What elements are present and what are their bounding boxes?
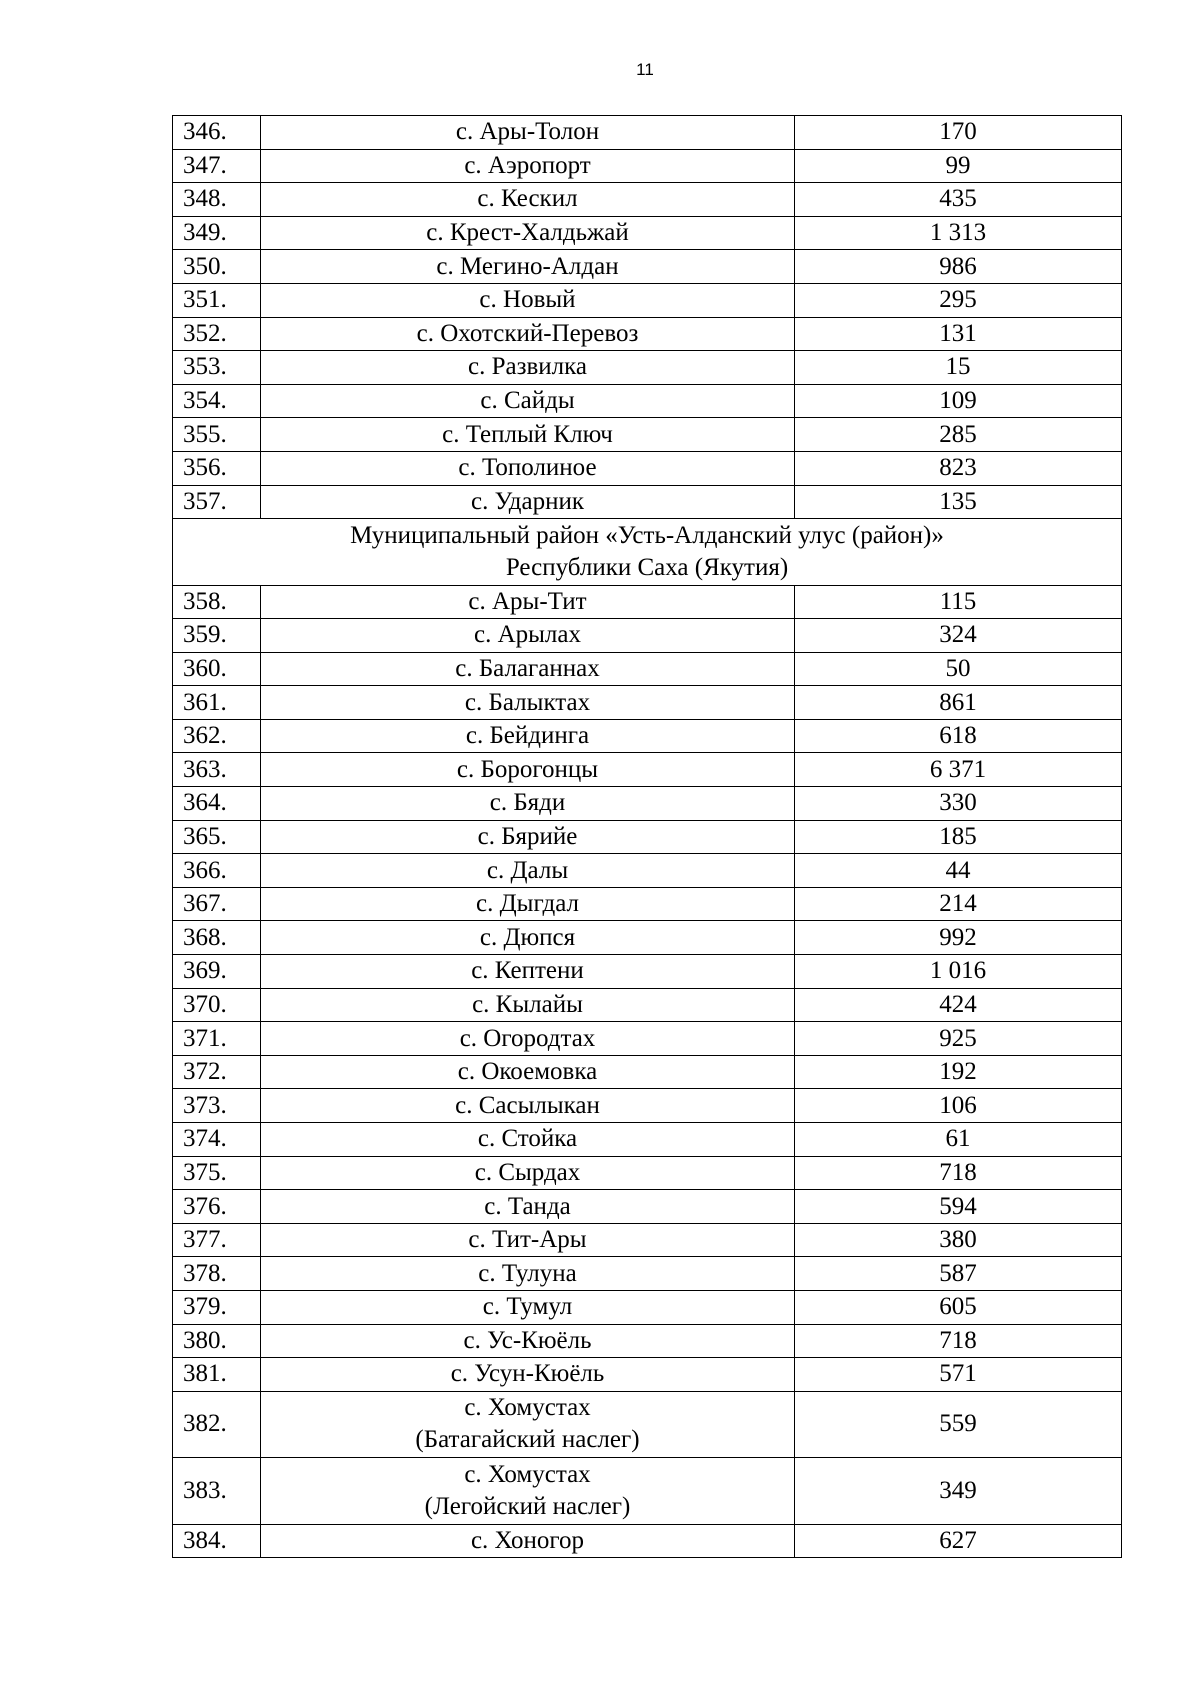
table-row — [173, 183, 1122, 217]
table-row — [173, 921, 1122, 955]
row-number: 378. — [173, 1257, 261, 1291]
settlement-name: с. Балыктах — [261, 686, 795, 720]
table-row — [173, 1156, 1122, 1190]
table-row — [173, 485, 1122, 519]
settlement-name: с. Крест-Халдьжай — [261, 216, 795, 250]
row-number: 351. — [173, 283, 261, 317]
settlement-name: с. Сырдах — [261, 1156, 795, 1190]
row-number: 381. — [173, 1358, 261, 1392]
table-row — [173, 216, 1122, 250]
table-row — [173, 1022, 1122, 1056]
settlement-name: с. Далы — [261, 854, 795, 888]
row-number: 373. — [173, 1089, 261, 1123]
settlement-name: с. Усун-Кюёль — [261, 1358, 795, 1392]
table-row — [173, 451, 1122, 485]
settlement-value: 986 — [795, 250, 1122, 284]
settlement-name: с. Тит-Ары — [261, 1223, 795, 1257]
settlement-name-line2: (Батагайский наслег) — [415, 1426, 640, 1454]
settlement-value: 380 — [795, 1223, 1122, 1257]
settlement-value: 435 — [795, 183, 1122, 217]
row-number: 369. — [173, 955, 261, 989]
row-number: 374. — [173, 1123, 261, 1157]
table-row — [173, 988, 1122, 1022]
settlement-name: с. Бярийе — [261, 820, 795, 854]
table-row — [173, 1089, 1122, 1123]
row-number: 367. — [173, 887, 261, 921]
row-number: 347. — [173, 149, 261, 183]
settlement-value: 131 — [795, 317, 1122, 351]
settlement-name: с. Мегино-Алдан — [261, 250, 795, 284]
row-number: 370. — [173, 988, 261, 1022]
settlement-name: с. Охотский-Перевоз — [261, 317, 795, 351]
table-row — [173, 1123, 1122, 1157]
settlement-name — [261, 1458, 795, 1524]
settlement-name: с. Аэропорт — [261, 149, 795, 183]
table-row — [173, 820, 1122, 854]
row-number: 383. — [173, 1458, 261, 1524]
table-row — [173, 652, 1122, 686]
settlement-name: с. Танда — [261, 1190, 795, 1224]
row-number: 354. — [173, 384, 261, 418]
row-number: 376. — [173, 1190, 261, 1224]
settlement-value: 115 — [795, 585, 1122, 619]
row-number: 382. — [173, 1391, 261, 1457]
table-row — [173, 1290, 1122, 1324]
settlement-value: 61 — [795, 1123, 1122, 1157]
settlement-value: 99 — [795, 149, 1122, 183]
settlement-value: 185 — [795, 820, 1122, 854]
table-row — [173, 384, 1122, 418]
row-number: 361. — [173, 686, 261, 720]
settlement-name: с. Теплый Ключ — [261, 418, 795, 452]
settlement-name: с. Дыгдал — [261, 887, 795, 921]
table-row — [173, 1358, 1122, 1392]
settlement-value: 192 — [795, 1055, 1122, 1089]
settlement-value: 823 — [795, 451, 1122, 485]
settlement-name: с. Тополиное — [261, 451, 795, 485]
settlement-value: 324 — [795, 619, 1122, 653]
settlement-name-line2: (Легойский наслег) — [424, 1492, 631, 1520]
settlement-value: 44 — [795, 854, 1122, 888]
settlement-name: с. Арылах — [261, 619, 795, 653]
section-header-group — [173, 519, 1122, 585]
settlement-name: с. Ударник — [261, 485, 795, 519]
settlement-value: 285 — [795, 418, 1122, 452]
row-number: 359. — [173, 619, 261, 653]
settlement-value: 587 — [795, 1257, 1122, 1291]
section-header-line2: Республики Саха (Якутия) — [505, 553, 789, 581]
settlement-name: с. Огородтах — [261, 1022, 795, 1056]
settlement-value: 1 016 — [795, 955, 1122, 989]
table-row — [173, 1524, 1122, 1558]
table-row — [173, 585, 1122, 619]
settlement-name: с. Бейдинга — [261, 719, 795, 753]
settlement-name-line1: с. Хомустах — [464, 1460, 591, 1488]
settlement-value: 109 — [795, 384, 1122, 418]
settlement-name: с. Окоемовка — [261, 1055, 795, 1089]
table-row — [173, 1458, 1122, 1524]
settlement-value: 618 — [795, 719, 1122, 753]
settlement-value: 925 — [795, 1022, 1122, 1056]
settlement-value: 349 — [795, 1458, 1122, 1524]
section-header-line1: Муниципальный район «Усть-Алданский улус (район)» — [350, 521, 944, 549]
row-number: 348. — [173, 183, 261, 217]
settlement-name: с. Сайды — [261, 384, 795, 418]
table-body-top — [173, 116, 1122, 519]
settlement-value: 106 — [795, 1089, 1122, 1123]
row-number: 357. — [173, 485, 261, 519]
settlements-table — [172, 115, 1122, 1558]
settlement-name: с. Сасылыкан — [261, 1089, 795, 1123]
settlement-value: 214 — [795, 887, 1122, 921]
table-row — [173, 619, 1122, 653]
table-row — [173, 787, 1122, 821]
table-row — [173, 955, 1122, 989]
table-row — [173, 351, 1122, 385]
table-row — [173, 1190, 1122, 1224]
table-row — [173, 418, 1122, 452]
settlement-value: 295 — [795, 283, 1122, 317]
row-number: 358. — [173, 585, 261, 619]
settlement-name: с. Стойка — [261, 1123, 795, 1157]
settlement-name: с. Развилка — [261, 351, 795, 385]
settlement-value: 718 — [795, 1324, 1122, 1358]
settlement-name: с. Новый — [261, 283, 795, 317]
settlement-value: 424 — [795, 988, 1122, 1022]
row-number: 365. — [173, 820, 261, 854]
table-row — [173, 149, 1122, 183]
settlement-name: с. Ары-Тит — [261, 585, 795, 619]
settlement-value: 330 — [795, 787, 1122, 821]
settlement-name: с. Бяди — [261, 787, 795, 821]
row-number: 363. — [173, 753, 261, 787]
page-number: 11 — [636, 60, 654, 79]
row-number: 360. — [173, 652, 261, 686]
settlement-value: 50 — [795, 652, 1122, 686]
settlement-name-line1: с. Хомустах — [464, 1394, 591, 1422]
row-number: 356. — [173, 451, 261, 485]
table-row — [173, 116, 1122, 150]
table-row — [173, 686, 1122, 720]
table-row — [173, 887, 1122, 921]
table-row — [173, 317, 1122, 351]
settlement-value: 594 — [795, 1190, 1122, 1224]
settlement-value: 861 — [795, 686, 1122, 720]
settlement-value: 718 — [795, 1156, 1122, 1190]
table-row — [173, 1391, 1122, 1457]
settlement-value: 135 — [795, 485, 1122, 519]
settlement-value: 559 — [795, 1391, 1122, 1457]
settlement-name: с. Дюпся — [261, 921, 795, 955]
row-number: 384. — [173, 1524, 261, 1558]
row-number: 364. — [173, 787, 261, 821]
table-body-bottom — [173, 585, 1122, 1558]
settlement-name: с. Тумул — [261, 1290, 795, 1324]
settlement-value: 992 — [795, 921, 1122, 955]
table-row — [173, 283, 1122, 317]
settlement-value: 627 — [795, 1524, 1122, 1558]
settlement-name: с. Тулуна — [261, 1257, 795, 1291]
table-row — [173, 1055, 1122, 1089]
section-header-row — [173, 519, 1122, 585]
settlement-value: 605 — [795, 1290, 1122, 1324]
row-number: 377. — [173, 1223, 261, 1257]
settlement-name: с. Балаганнах — [261, 652, 795, 686]
row-number: 350. — [173, 250, 261, 284]
row-number: 371. — [173, 1022, 261, 1056]
settlement-name: с. Кептени — [261, 955, 795, 989]
settlement-name: с. Ус-Кюёль — [261, 1324, 795, 1358]
row-number: 346. — [173, 116, 261, 150]
table-row — [173, 719, 1122, 753]
table-row — [173, 1257, 1122, 1291]
row-number: 380. — [173, 1324, 261, 1358]
table-row — [173, 1223, 1122, 1257]
settlement-value: 6 371 — [795, 753, 1122, 787]
table-row — [173, 250, 1122, 284]
row-number: 349. — [173, 216, 261, 250]
row-number: 362. — [173, 719, 261, 753]
table-row — [173, 854, 1122, 888]
row-number: 368. — [173, 921, 261, 955]
settlement-value: 571 — [795, 1358, 1122, 1392]
row-number: 379. — [173, 1290, 261, 1324]
settlement-name: с. Ары-Толон — [261, 116, 795, 150]
settlement-name: с. Хоногор — [261, 1524, 795, 1558]
table-row — [173, 1324, 1122, 1358]
settlement-value: 1 313 — [795, 216, 1122, 250]
settlement-value: 170 — [795, 116, 1122, 150]
settlement-name: с. Борогонцы — [261, 753, 795, 787]
table-row — [173, 753, 1122, 787]
row-number: 355. — [173, 418, 261, 452]
settlement-name — [261, 1391, 795, 1457]
settlement-name: с. Кескил — [261, 183, 795, 217]
settlement-value: 15 — [795, 351, 1122, 385]
row-number: 353. — [173, 351, 261, 385]
settlement-name: с. Кылайы — [261, 988, 795, 1022]
section-header — [173, 519, 1122, 585]
row-number: 375. — [173, 1156, 261, 1190]
row-number: 366. — [173, 854, 261, 888]
row-number: 352. — [173, 317, 261, 351]
row-number: 372. — [173, 1055, 261, 1089]
